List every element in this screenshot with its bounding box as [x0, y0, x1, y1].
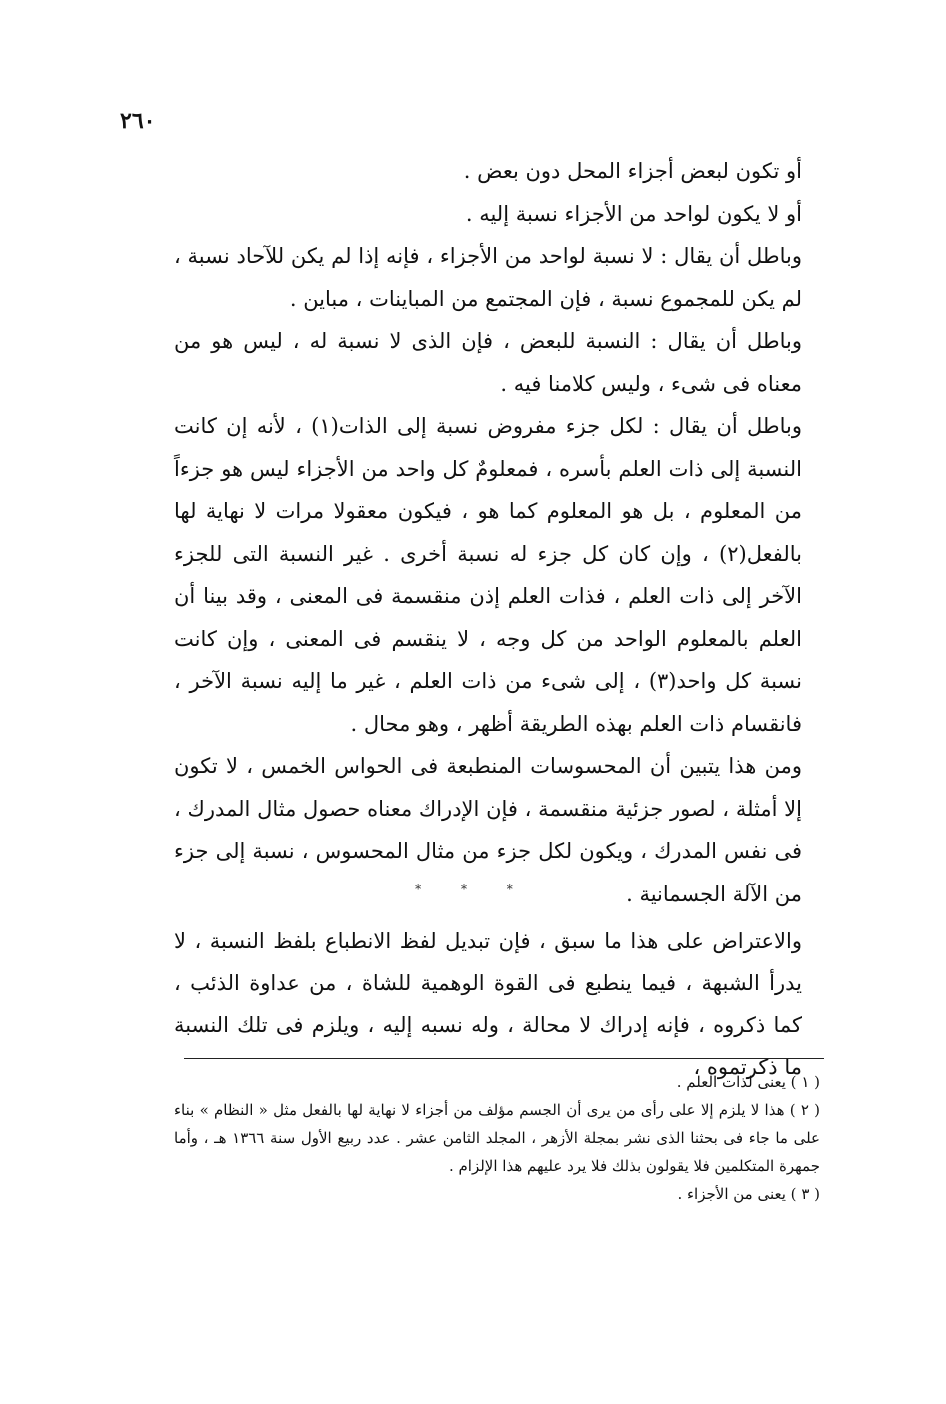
paragraph: والاعتراض على هذا ما سبق ، فإن تبديل لفظ الانطباع بلفظ النسبة ، لا يدرأ الشبهة ، فيما ينطبع فى القوة الوهمية للشاة ، من عداوة الذئب ، كما ذكروه ، فإنه إدراك لا محالة ، وله نسبه إليه ، ويلزم فى تلك النسبة ما ذكرتموه ،	[174, 929, 802, 1079]
footnote: ( ١ ) يعنى لذات العلم .	[676, 1073, 820, 1091]
page-number: ٢٦٠	[120, 108, 156, 134]
paragraph: وباطل أن يقال : لا نسبة لواحد من الأجزاء ، فإنه إذا لم يكن للآحاد نسبة ، لم يكن للمجموع نسبة ، فإن المجتمع من المباينات ، مباين .	[174, 244, 802, 311]
main-text	[174, 150, 824, 915]
footnote: ( ٢ ) هذا لا يلزم إلا على رأى من يرى أن الجسم مؤلف من أجزاء لا نهاية لها بالفعل مثل « النظام » بناء على ما جاء فى بحثنا الذى نشر بمجلة الأزهر ، المجلد الثامن عشر . عدد ربيع الأول سنة ١٣٦٦ هـ ، وأما جمهرة المتكلمين فلا يقولون بذلك فلا يرد عليهم هذا الإلزام .	[174, 1101, 821, 1175]
section-separator: * * *	[415, 882, 531, 896]
footnotes	[174, 1068, 824, 1208]
main-text-continued	[174, 920, 824, 1088]
footnote-divider	[184, 1058, 824, 1059]
paragraph: وباطل أن يقال : النسبة للبعض ، فإن الذى لا نسبة له ، ليس هو من معناه فى شىء ، وليس كلامنا فيه .	[174, 329, 802, 396]
paragraph: ومن هذا يتبين أن المحسوسات المنطبعة فى الحواس الخمس ، لا تكون إلا أمثلة ، لصور جزئية منقسمة ، فإن الإدراك معناه حصول مثال المدرك ، فى نفس المدرك ، ويكون لكل جزء من مثال المحسوس ، نسبة إلى جزء من الآلة الجسمانية .	[174, 754, 802, 906]
paragraph: أو لا يكون لواحد من الأجزاء نسبة إليه .	[465, 201, 802, 226]
footnote: ( ٣ ) يعنى من الأجزاء .	[677, 1185, 820, 1203]
paragraph: أو تكون لبعض أجزاء المحل دون بعض .	[463, 159, 802, 183]
paragraph: وباطل أن يقال : لكل جزء مفروض نسبة إلى الذات(١) ، لأنه إن كانت النسبة إلى ذات العلم بأسره ، فمعلومٌ كل واحد من الأجزاء ليس هو جزءاً من المعلوم ، بل هو المعلوم كما هو ، فيكون معقولا مرات لا نهاية لها بالفعل(٢) ، وإن كان كل جزء له نسبة أخرى . غير النسبة التى للجزء الآخر إلى ذات العلم ، فذات العلم إذن منقسمة فى المعنى ، وقد بينا أن العلم بالمعلوم الواحد من كل وجه ، لا ينقسم فى المعنى ، وإن كانت نسبة كل واحد(٣) ، إلى شىء من ذات العلم ، غير ما إليه نسبة الآخر ، فانقسام ذات العلم بهذه الطريقة أظهر ، وهو محال .	[174, 414, 802, 736]
